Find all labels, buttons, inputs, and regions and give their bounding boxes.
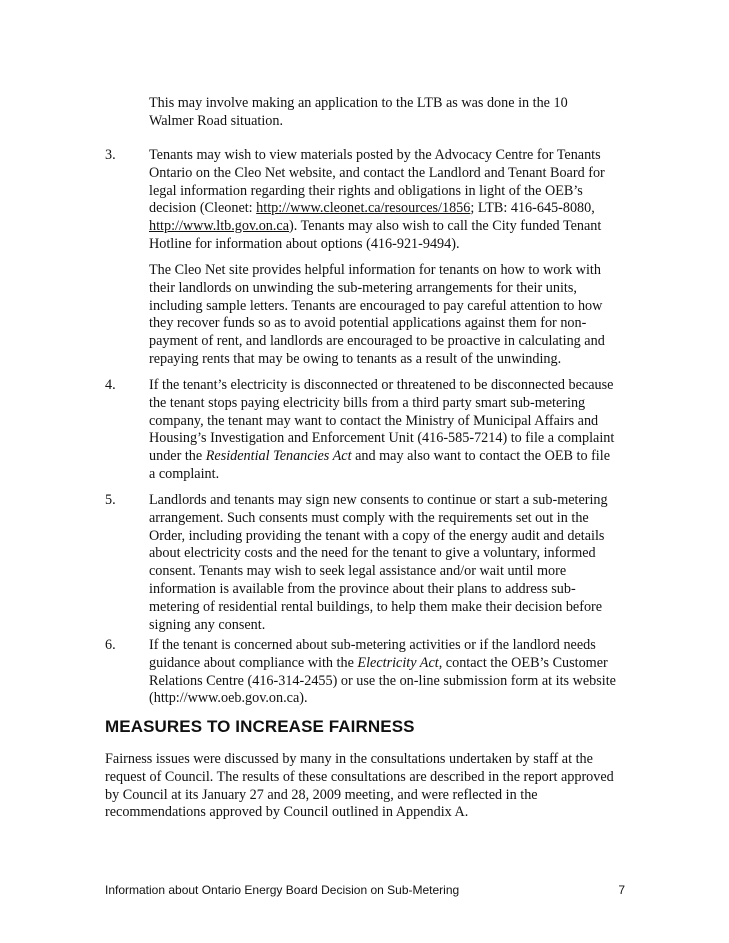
- ltb-link[interactable]: http://www.ltb.gov.on.ca: [149, 218, 290, 235]
- text-line: payment of rent, and landlords are encouraged to be proactive in calculating and: [149, 333, 605, 350]
- text-line: company, the tenant may want to contact the Ministry of Municipal Affairs and: [149, 412, 599, 429]
- text-line: their landlords on unwinding the sub-metering arrangements for their units,: [149, 279, 577, 296]
- fairness-paragraph: [105, 751, 625, 822]
- item-number: 6.: [105, 637, 116, 653]
- page-number: 7: [618, 883, 625, 897]
- text-segment: ). Tenants may also wish to call the City funded Tenant: [289, 218, 602, 235]
- text-line: recommendations approved by Council outlined in Appendix A.: [105, 804, 469, 821]
- text-line: about electricity costs and the need for the tenant to give a voluntary, informed: [149, 545, 596, 562]
- text-line: request of Council. The results of these consultations are described in the report approved: [105, 768, 614, 785]
- text-line: repaying rents that may be owing to tenants as a result of the unwinding.: [149, 350, 562, 367]
- cleonet-link[interactable]: http://www.cleonet.ca/resources/1856: [256, 200, 471, 217]
- text-line: The Cleo Net site provides helpful information for tenants on how to work with: [149, 262, 601, 278]
- continuation-paragraph: [149, 95, 625, 131]
- text-line: Housing’s Investigation and Enforcement Unit (416-585-7214) to file a complaint: [149, 430, 615, 447]
- item-number: 3.: [105, 147, 116, 163]
- text-line: including sample letters. Tenants are encouraged to pay careful attention to how: [149, 297, 603, 314]
- item-3-paragraph-2: [149, 262, 625, 369]
- item-5-paragraph: [149, 492, 625, 634]
- text-line: [149, 200, 625, 218]
- act-title: Residential Tenancies Act: [205, 448, 352, 465]
- text-segment: decision (Cleonet:: [149, 200, 257, 217]
- section-heading: MEASURES TO INCREASE FAIRNESS: [105, 717, 415, 736]
- item-number: 4.: [105, 377, 116, 393]
- item-4-paragraph: [149, 377, 625, 484]
- text-line: Ontario on the Cleo Net website, and contact the Landlord and Tenant Board for: [149, 164, 605, 181]
- text-segment: and may also want to contact the OEB to file: [351, 448, 610, 465]
- item-3-paragraph-1: [149, 147, 625, 254]
- text-line: [149, 655, 625, 673]
- text-segment: guidance about compliance with the: [149, 654, 358, 671]
- text-segment: ; LTB: 416-645-8080,: [470, 200, 595, 217]
- text-line: Landlords and tenants may sign new consents to continue or start a sub-metering: [149, 492, 608, 508]
- text-line: consent. Tenants may wish to seek legal assistance and/or wait until more: [149, 563, 567, 580]
- page-footer: [105, 882, 625, 900]
- text-segment: , contact the OEB’s Customer: [438, 654, 608, 671]
- text-line: (http://www.oeb.gov.on.ca).: [149, 690, 308, 707]
- text-line: Tenants may wish to view materials posted by the Advocacy Centre for Tenants: [149, 147, 601, 163]
- text-line: they recover funds so as to avoid potential applications against them for non-: [149, 315, 587, 332]
- text-line: information is available from the province about their plans to address sub-: [149, 580, 576, 597]
- text-line: legal information regarding their rights and obligations in light of the OEB’s: [149, 182, 583, 199]
- text-line: the tenant stops paying electricity bills from a third party smart sub-metering: [149, 394, 586, 411]
- text-line: Fairness issues were discussed by many in the consultations undertaken by staff at the: [105, 751, 593, 767]
- text-line: signing any consent.: [149, 616, 266, 633]
- text-line: Order, including providing the tenant with a copy of the energy audit and details: [149, 527, 605, 544]
- text-segment: under the: [149, 448, 206, 465]
- text-line: [149, 448, 625, 466]
- act-title: Electricity Act: [357, 654, 439, 671]
- text-line: If the tenant is concerned about sub-metering activities or if the landlord needs: [149, 637, 596, 653]
- text-line: Hotline for information about options (416-921-9494).: [149, 235, 460, 252]
- text-line: This may involve making an application to the LTB as was done in the 10: [149, 95, 568, 111]
- text-line: arrangement. Such consents must comply with the requirements set out in the: [149, 509, 589, 526]
- footer-title: Information about Ontario Energy Board Decision on Sub-Metering: [105, 883, 460, 897]
- text-line: a complaint.: [149, 465, 220, 482]
- item-number: 5.: [105, 492, 116, 508]
- text-line: If the tenant’s electricity is disconnected or threatened to be disconnected because: [149, 377, 614, 393]
- text-line: Relations Centre (416-314-2455) or use the on-line submission form at its website: [149, 672, 616, 689]
- text-line: by Council at its January 27 and 28, 2009 meeting, and were reflected in the: [105, 786, 538, 803]
- text-line: Walmer Road situation.: [149, 112, 284, 129]
- text-line: [149, 218, 625, 236]
- item-6-paragraph: [149, 637, 625, 708]
- text-line: metering of residential rental buildings, to help them make their decision before: [149, 598, 603, 615]
